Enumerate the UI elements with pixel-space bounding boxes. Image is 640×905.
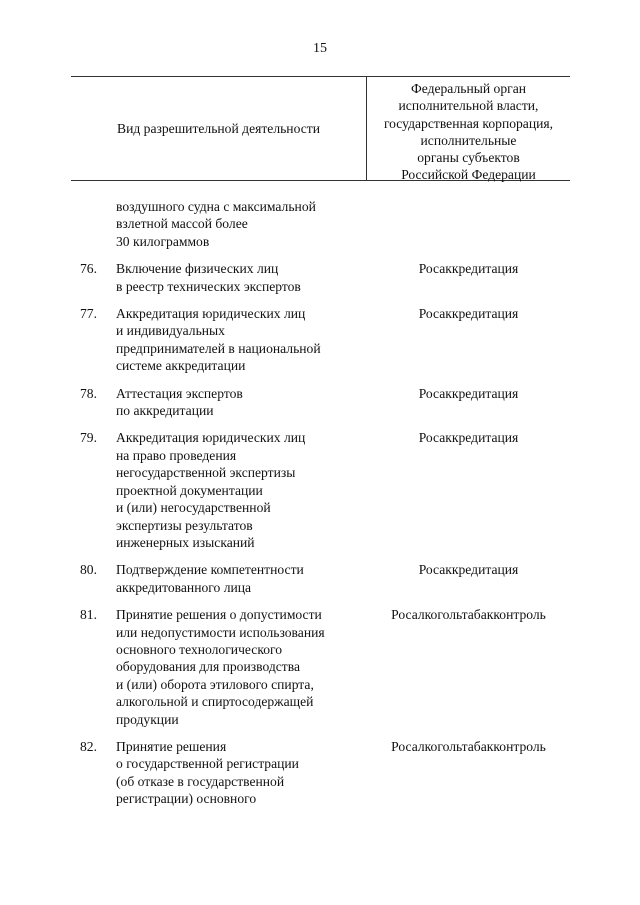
row-number: 77. <box>80 306 97 322</box>
row-activity <box>116 738 356 808</box>
row-activity-line: проектной документации <box>116 482 263 498</box>
header-activity-label: Вид разрешительной деятельности <box>117 120 320 136</box>
row-activity-line: или недопустимости использования <box>116 624 325 640</box>
row-activity-line: воздушного судна с максимальной <box>116 199 316 214</box>
row-activity <box>116 198 356 250</box>
table-body <box>0 198 640 818</box>
row-activity-line: Аккредитация юридических лиц <box>116 430 306 446</box>
page-number: 15 <box>313 41 327 56</box>
header-authority-line: исполнительной власти, <box>398 98 539 114</box>
header-authority-line: исполнительные <box>420 132 517 148</box>
header-activity-column <box>71 76 366 181</box>
row-activity-line: по аккредитации <box>116 403 214 419</box>
row-activity-line: экспертизы результатов <box>116 517 253 533</box>
row-number: 79. <box>80 430 97 446</box>
row-activity-line: Аттестация экспертов <box>116 385 243 401</box>
table-row <box>0 738 640 808</box>
row-activity <box>116 561 356 596</box>
row-activity-line: предпринимателей в национальной <box>116 340 321 356</box>
row-activity-line: алкогольной и спиртосодержащей <box>116 694 314 710</box>
row-activity-line: продукции <box>116 711 179 727</box>
row-authority: Росаккредитация <box>418 562 519 578</box>
table-row <box>0 260 640 295</box>
row-activity-line: и (или) негосударственной <box>116 500 271 516</box>
row-activity-line: Аккредитация юридических лиц <box>116 306 306 322</box>
row-activity-line: регистрации) основного <box>116 791 257 807</box>
row-authority: Росаккредитация <box>418 385 519 401</box>
row-activity-line: инженерных изысканий <box>116 534 255 550</box>
row-authority: Росаккредитация <box>418 306 519 322</box>
row-activity <box>116 606 356 728</box>
row-activity-line: оборудования для производства <box>116 659 301 675</box>
table-row <box>0 198 640 250</box>
row-activity-line: Включение физических лиц <box>116 261 279 277</box>
row-activity-line: (об отказе в государственной <box>116 773 285 789</box>
row-activity-line: 30 килограммов <box>116 233 210 249</box>
header-authority-line: Российской Федерации <box>401 167 536 183</box>
header-authority-line: государственная корпорация, <box>383 115 554 131</box>
row-number: 80. <box>80 562 97 578</box>
row-number: 82. <box>80 738 97 754</box>
row-activity-line: аккредитованного лица <box>116 579 252 595</box>
row-activity <box>116 429 356 551</box>
row-activity-line: Принятие решения о допустимости <box>116 607 322 623</box>
row-number: 81. <box>80 607 97 623</box>
row-activity <box>116 385 356 420</box>
table-row <box>0 561 640 596</box>
row-activity-line: основного технологического <box>116 641 283 657</box>
row-activity-line: в реестр технических экспертов <box>116 278 301 294</box>
row-activity-line: Принятие решения <box>116 738 227 754</box>
row-authority: Росалкогольтабакконтроль <box>391 607 546 623</box>
row-activity <box>116 305 356 375</box>
header-authority-line: Федеральный орган <box>410 81 527 96</box>
row-activity-line: системе аккредитации <box>116 358 246 374</box>
row-activity-line: взлетной массой более <box>116 216 248 232</box>
row-activity-line: на право проведения <box>116 447 237 463</box>
row-activity-line: Подтверждение компетентности <box>116 562 304 578</box>
row-number: 76. <box>80 261 97 277</box>
row-activity <box>116 260 356 295</box>
row-number: 78. <box>80 385 97 401</box>
table-row <box>0 429 640 551</box>
row-authority: Росалкогольтабакконтроль <box>391 738 546 754</box>
row-activity-line: о государственной регистрации <box>116 756 299 772</box>
header-authority-line: органы субъектов <box>417 150 520 166</box>
table-row <box>0 606 640 728</box>
row-activity-line: и (или) оборота этилового спирта, <box>116 676 314 692</box>
row-authority: Росаккредитация <box>418 261 519 277</box>
header-authority-column <box>367 80 570 184</box>
row-activity-line: негосударственной экспертизы <box>116 465 296 481</box>
table-row <box>0 305 640 375</box>
table-row <box>0 385 640 420</box>
row-authority: Росаккредитация <box>418 430 519 446</box>
row-activity-line: и индивидуальных <box>116 323 225 339</box>
